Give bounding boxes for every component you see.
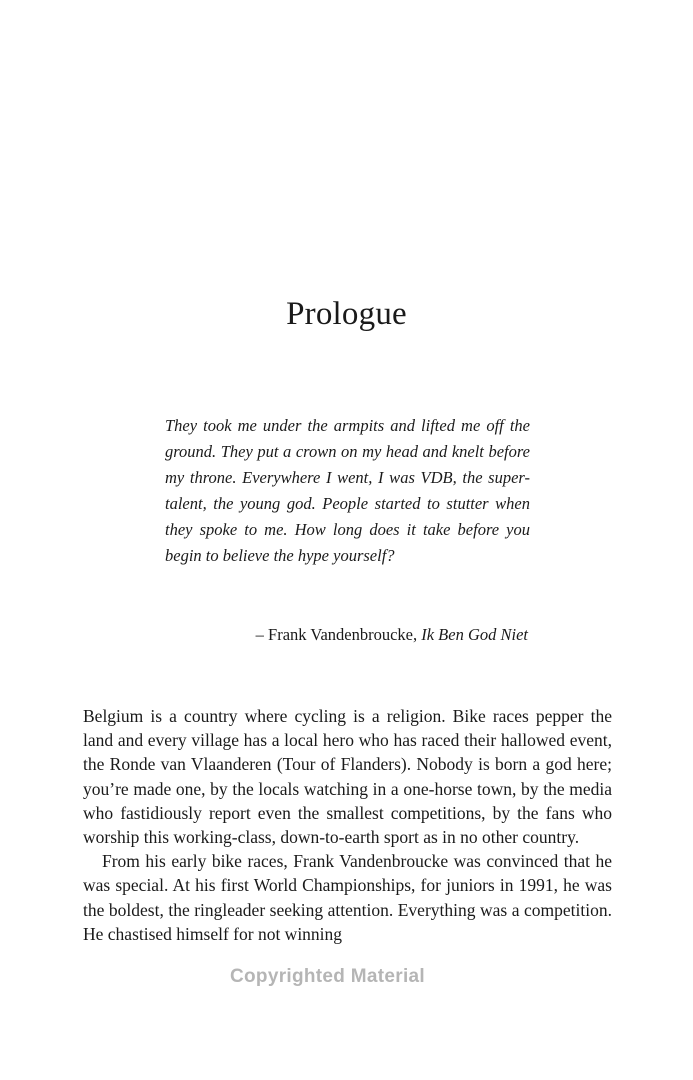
chapter-title: Prologue bbox=[286, 296, 407, 332]
epigraph-attribution bbox=[256, 622, 528, 648]
body-paragraph: From his early bike races, Frank Vandenbroucke was convinced that he was special. At his first World Championships, for juniors in 1991, he was the boldest, the ringleader seeking attention. Everything was a competition. He chastised himself for not winning bbox=[83, 851, 612, 944]
copyright-watermark: Copyrighted Material bbox=[230, 966, 425, 987]
body-paragraph: Belgium is a country where cycling is a religion. Bike races pepper the land and every village has a local hero who has raced their hallowed event, the Ronde van Vlaanderen (Tour of Flanders). Nobody is born a god here; you’re made one, by the locals watching in a one-horse town, by the media who fastidiously report even the smallest competitions, by the fans who worship this working-class, down-to-earth sport as in no other country. bbox=[83, 706, 612, 848]
epigraph-work-title: Ik Ben God Niet bbox=[421, 625, 528, 644]
epigraph-quote: They took me under the armpits and lifted me off the ground. They put a crown on my head and knelt before my throne. Everywhere I went, I was VDB, the super-talent, the young god. People started to stutter when they spoke to me. How long does it take before you begin to believe the hype yourself? bbox=[165, 416, 530, 565]
body-text bbox=[83, 704, 612, 946]
epigraph-author: – Frank Vandenbroucke, bbox=[255, 625, 422, 644]
